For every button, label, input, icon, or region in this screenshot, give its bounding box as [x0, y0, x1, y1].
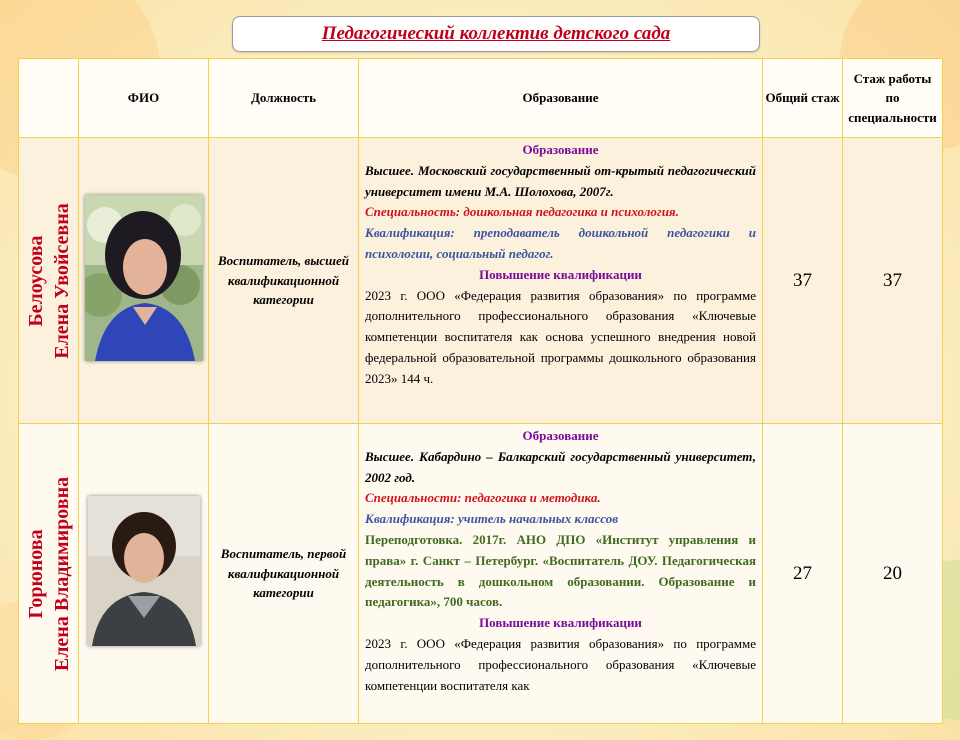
total-experience: 27: [763, 424, 843, 724]
title-banner: [232, 16, 760, 52]
page-title: Педагогический коллектив детского сада: [321, 23, 671, 44]
header-blank: [19, 59, 79, 138]
training-heading: Повышение квалификации: [479, 615, 642, 631]
portrait-image: [85, 195, 203, 361]
total-experience: 37: [763, 138, 843, 424]
portrait-image: [88, 496, 200, 646]
specialty-text: Специальности: педагогика и методика.: [365, 490, 601, 506]
header-position: Должность: [209, 59, 359, 138]
training-text: 2023 г. ООО «Федерация развития образования» по программе дополнительного профессионального образования «Ключевые компетенции воспитателя как: [365, 635, 756, 693]
staff-photo-cell: [79, 138, 209, 424]
retraining-text: Переподготовка. 2017г. АНО ДПО «Институт управления и права» г. Санкт – Петербург. «Воспитатель ДОУ. Педагогическая деятельность в дошкольном образовании. Образование и педагогика», 700 часов.: [365, 531, 756, 610]
education-heading: Образование: [522, 142, 599, 157]
specialty-text: Специальность: дошкольная педагогика и психология.: [365, 204, 679, 220]
specialty-experience: 37: [843, 138, 943, 424]
header-fio: ФИО: [79, 59, 209, 138]
qualification-text: Квалификация: преподаватель дошкольной педагогики и психологии, социальный педагог.: [365, 225, 756, 261]
table-row: [19, 424, 943, 724]
education-text: Высшее. Московский государственный от-крытый педагогический университет имени М.А. Шолохова, 2007г.: [365, 162, 756, 199]
staff-education: [359, 424, 763, 724]
staff-table: [18, 58, 943, 724]
training-text: 2023 г. ООО «Федерация развития образования» по программе дополнительного профессионального образования «Ключевые компетенции воспитателя как основа успешного внедрения новой федеральной образовательной программы дошкольного образования 2023» 144 ч.: [365, 287, 756, 386]
training-heading: Повышение квалификации: [479, 266, 642, 282]
staff-name: Белоусова Елена Увойсевна: [24, 202, 73, 359]
staff-position: Воспитатель, высшей квалификационной категории: [209, 138, 359, 424]
staff-photo: [85, 195, 203, 361]
header-specialty-experience: Стаж работы по специальности: [843, 59, 943, 138]
education-text: Высшее. Кабардино – Балкарский государственный университет, 2002 год.: [365, 448, 756, 485]
staff-education: [359, 138, 763, 424]
staff-position: Воспитатель, первой квалификационной категории: [209, 424, 359, 724]
specialty-experience: 20: [843, 424, 943, 724]
header-total-experience: Общий стаж: [763, 59, 843, 138]
education-heading: Образование: [522, 428, 599, 443]
qualification-text: Квалификация: учитель начальных классов: [365, 511, 619, 527]
table-row: [19, 138, 943, 424]
staff-name-cell: [19, 138, 79, 424]
table-header-row: [19, 59, 943, 138]
staff-name-cell: [19, 424, 79, 724]
staff-photo: [88, 496, 200, 646]
staff-photo-cell: [79, 424, 209, 724]
header-education: Образование: [359, 59, 763, 138]
staff-name: Горюнова Елена Владимировна: [24, 476, 73, 671]
